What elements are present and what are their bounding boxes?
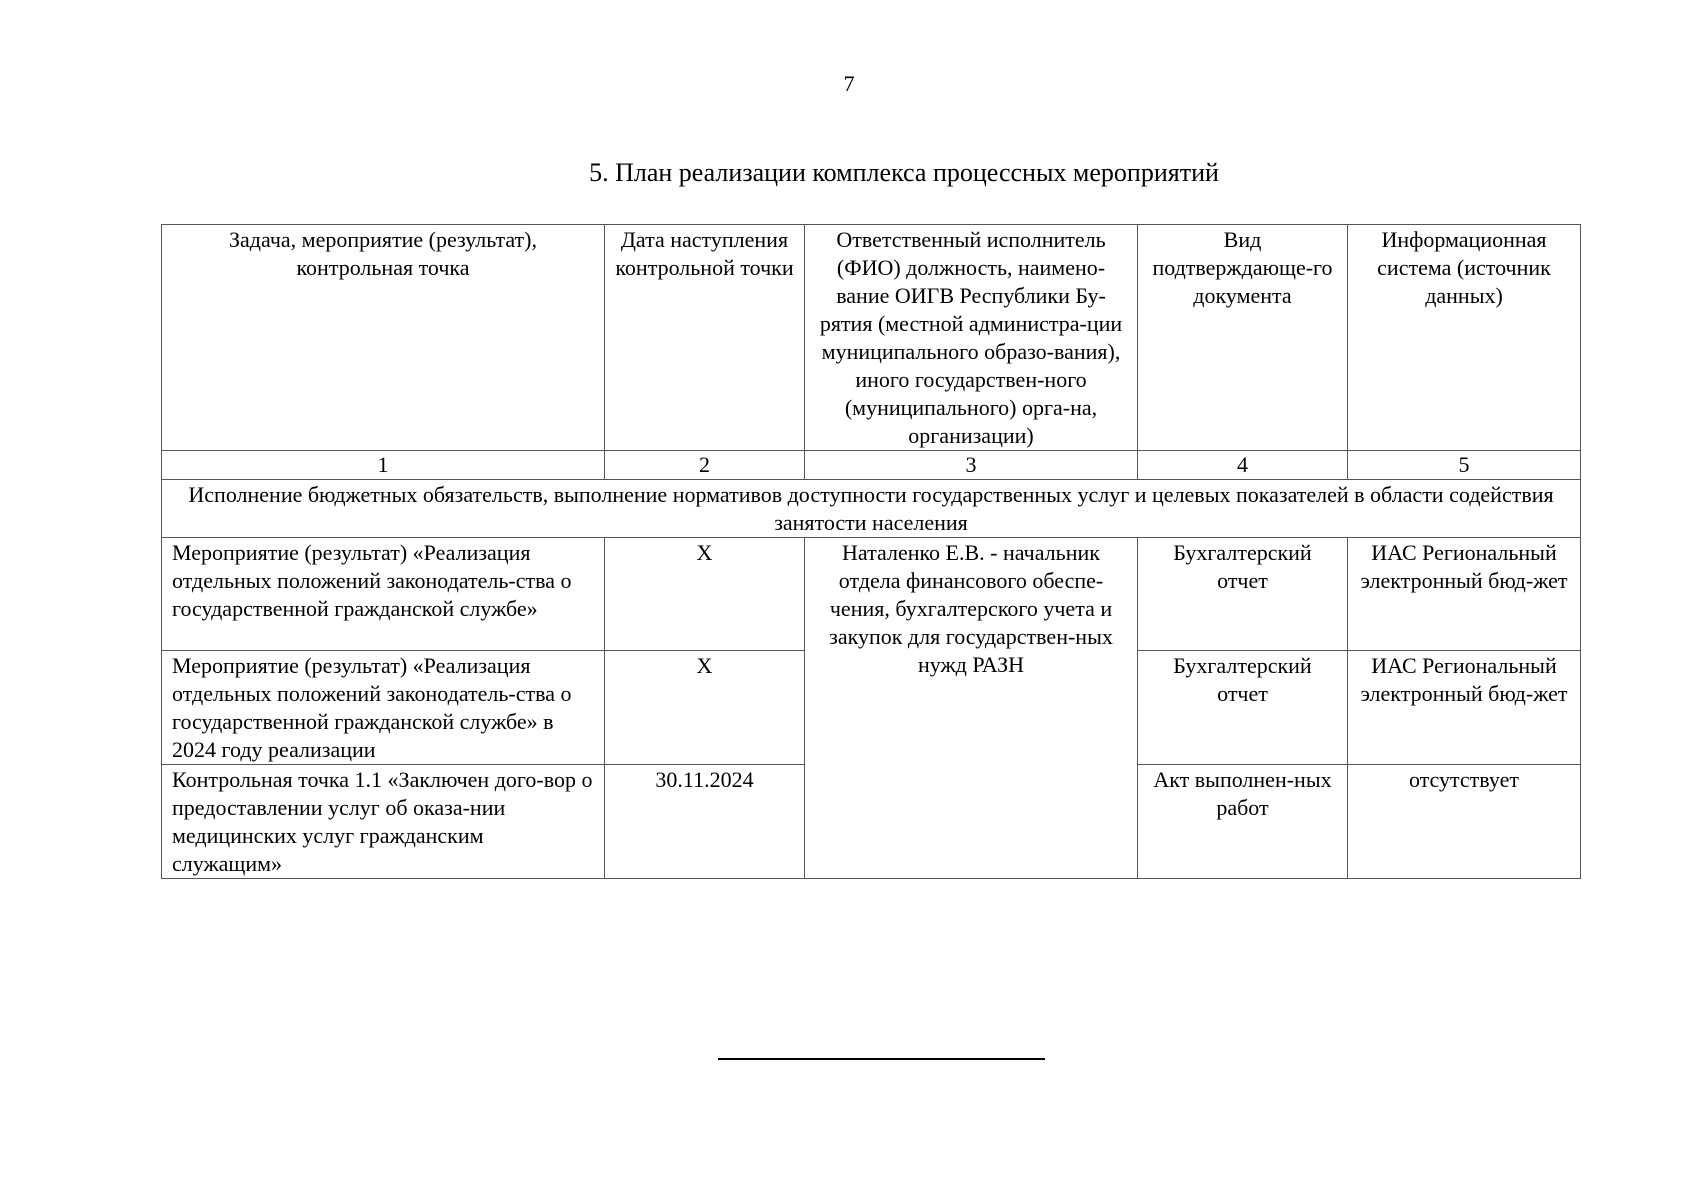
group-title: Исполнение бюджетных обязательств, выполнение нормативов доступности государственных услуг и целевых показателей в области содействия занятости населения [162, 480, 1581, 538]
header-row [162, 225, 1581, 451]
system-cell: ИАС Региональный электронный бюд-жет [1348, 538, 1581, 651]
group-row [162, 480, 1581, 538]
task-cell: Мероприятие (результат) «Реализация отдельных положений законодатель-ства о государственной гражданской службе» [162, 538, 605, 651]
task-cell: Контрольная точка 1.1 «Заключен дого-вор о предоставлении услуг об оказа-нии медицинских услуг гражданским служащим» [162, 765, 605, 879]
task-cell: Мероприятие (результат) «Реализация отдельных положений законодатель-ства о государственной гражданской службе» в 2024 году реализации [162, 651, 605, 765]
plan-table [161, 224, 1581, 879]
date-cell: Х [605, 651, 805, 765]
column-number: 5 [1348, 451, 1581, 480]
date-cell: Х [605, 538, 805, 651]
responsible-cell: Наталенко Е.В. - начальник отдела финансового обеспе-чения, бухгалтерского учета и закупок для государствен-ных нужд РАЗН [805, 538, 1138, 879]
column-number-row [162, 451, 1581, 480]
system-cell: отсутствует [1348, 765, 1581, 879]
page-number: 7 [843, 71, 855, 96]
header-system: Информационная система (источник данных) [1348, 225, 1581, 451]
column-number: 4 [1138, 451, 1348, 480]
header-task: Задача, мероприятие (результат), контрольная точка [162, 225, 605, 451]
column-number: 2 [605, 451, 805, 480]
section-title: 5. План реализации комплекса процессных мероприятий [589, 158, 1219, 187]
column-number: 3 [805, 451, 1138, 480]
document-cell: Бухгалтерский отчет [1138, 538, 1348, 651]
header-date: Дата наступления контрольной точки [605, 225, 805, 451]
column-number: 1 [162, 451, 605, 480]
header-document: Вид подтверждающе-го документа [1138, 225, 1348, 451]
document-cell: Бухгалтерский отчет [1138, 651, 1348, 765]
date-cell: 30.11.2024 [605, 765, 805, 879]
header-responsible: Ответственный исполнитель (ФИО) должность, наимено-вание ОИГВ Республики Бу-рятия (местной администра-ции муниципального образо-вания), иного государствен-ного (муниципального) орга-на, организации) [805, 225, 1138, 451]
table-row [162, 538, 1581, 651]
document-cell: Акт выполнен-ных работ [1138, 765, 1348, 879]
system-cell: ИАС Региональный электронный бюд-жет [1348, 651, 1581, 765]
footnote-separator [718, 1058, 1045, 1060]
